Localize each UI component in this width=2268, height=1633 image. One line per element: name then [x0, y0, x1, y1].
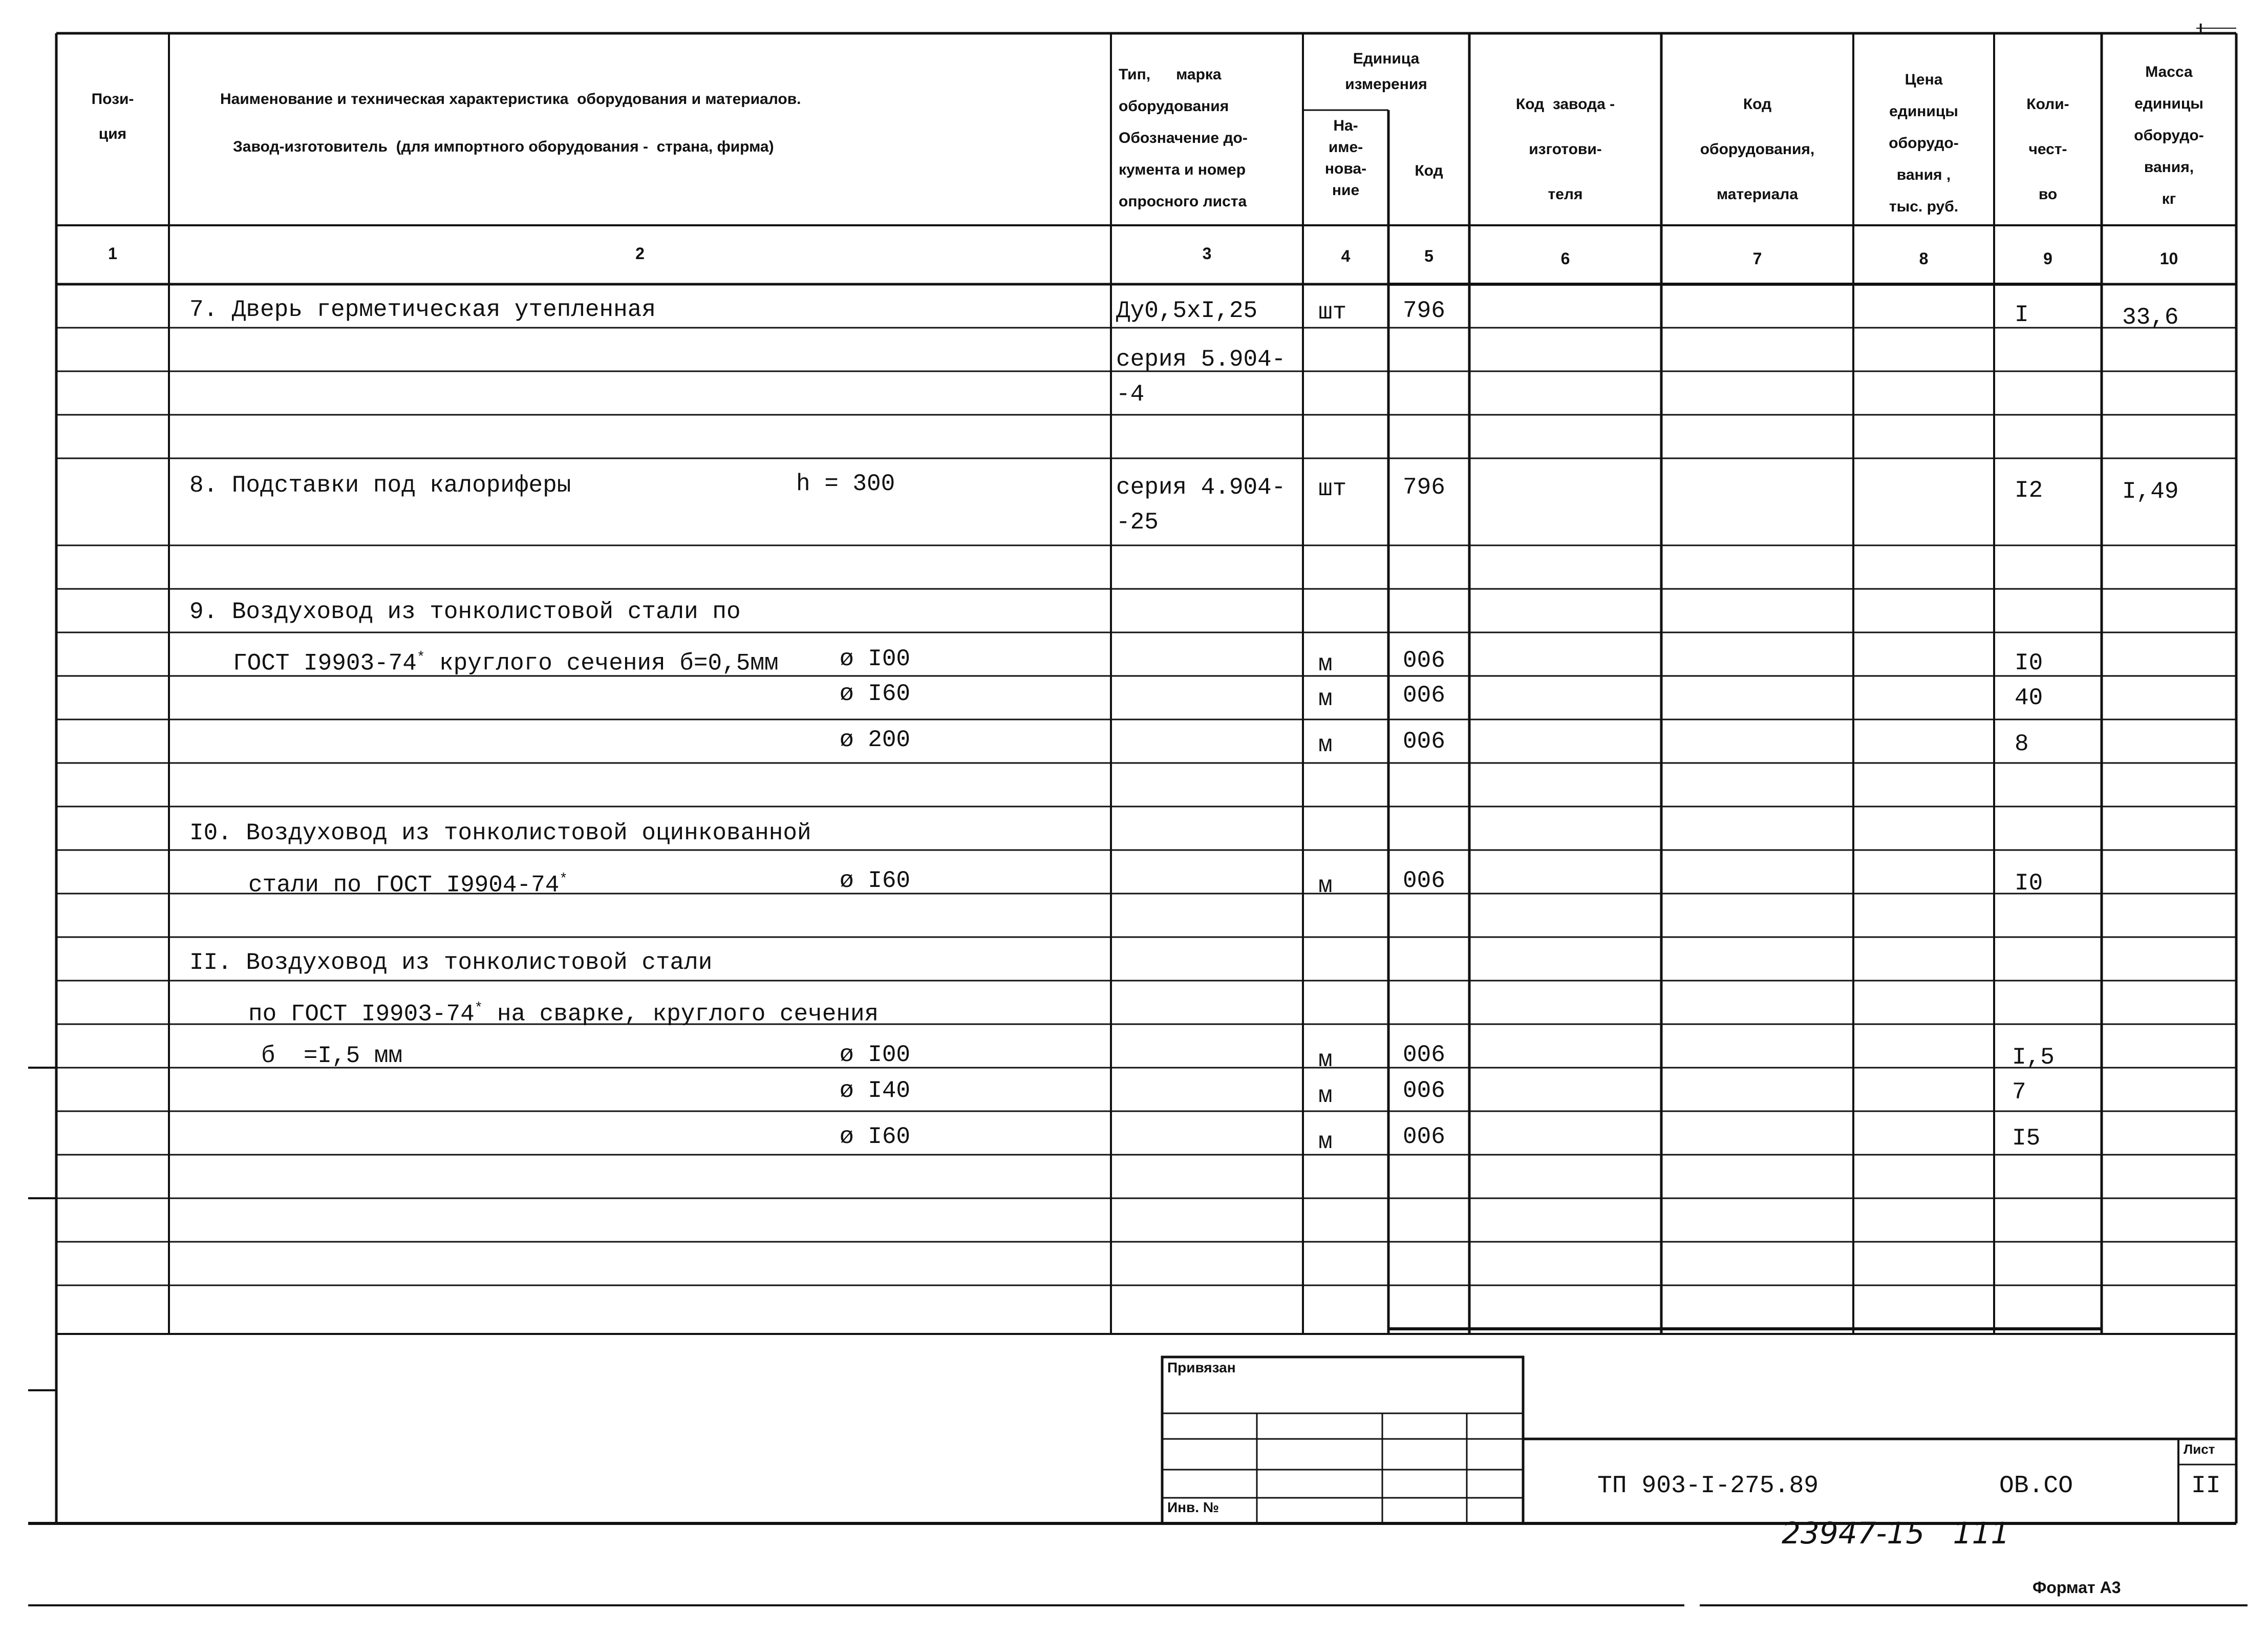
header-name-line2: Завод-изготовитель (для импортного оборудования - страна, фирма): [233, 138, 774, 155]
header-name-line1: Наименование и техническая характеристика оборудования и материалов.: [220, 91, 801, 108]
col-number-4: 4: [1341, 247, 1351, 265]
row8-code: 796: [1403, 474, 1445, 501]
row9-code-2: 006: [1403, 682, 1445, 709]
row9-quantity-2: 40: [2015, 685, 2043, 711]
stamp-inventory-number: Инв. №: [1167, 1499, 1219, 1515]
row11-diameter-1: ø I00: [840, 1042, 911, 1068]
row11-unit-3: м: [1318, 1129, 1333, 1155]
row10-unit: м: [1318, 873, 1333, 899]
col-number-5: 5: [1424, 247, 1433, 265]
header-position: Пози- ция: [91, 91, 134, 142]
row8-type-series-cont: -25: [1116, 509, 1159, 536]
row11-name-rest: на сварке, круглого сечения: [483, 1001, 879, 1028]
row11-diameter-2: ø I40: [840, 1077, 911, 1104]
row8-height: h = 300: [796, 471, 895, 497]
row8-unit: шт: [1318, 476, 1347, 502]
row11-star: *: [474, 1001, 483, 1016]
row11-code-3: 006: [1403, 1123, 1445, 1150]
col-number-10: 10: [2159, 249, 2178, 268]
row9-unit-3: м: [1318, 732, 1333, 758]
header-equipment-code: Код оборудования, материала: [1700, 96, 1815, 203]
stamp-list-number: II: [2191, 1472, 2221, 1500]
col-number-3: 3: [1202, 244, 1212, 263]
row10-code: 006: [1403, 867, 1445, 894]
header-mass: Масса единицы оборудо- вания, кг: [2134, 63, 2204, 207]
row9-quantity-3: 8: [2015, 731, 2029, 757]
header-unit-code: Код: [1415, 162, 1443, 179]
header-unit-name: На- име- нова- ние: [1324, 117, 1367, 199]
stamp-privyazan: Привязан: [1167, 1360, 1236, 1375]
format-label: Формат А3: [2032, 1578, 2121, 1597]
row11-name-line2: [248, 993, 879, 1029]
row8-name: 8. Подставки под калориферы: [189, 472, 571, 499]
row11-unit-1: м: [1318, 1047, 1333, 1073]
stamp-list-label: Лист: [2184, 1441, 2215, 1457]
row9-diameter-1: ø I00: [840, 646, 911, 672]
row10-star: *: [559, 872, 568, 887]
header-factory-code: Код завода - изготови- теля: [1515, 96, 1615, 203]
header-type: Тип, марка оборудования Обозначение до- кумента и номер опросного листа: [1119, 66, 1248, 210]
row10-quantity: I0: [2015, 870, 2043, 897]
row11-unit-2: м: [1318, 1083, 1333, 1109]
header-price: Цена единицы оборудо- вания , тыс. руб.: [1889, 71, 1959, 215]
col-number-8: 8: [1919, 249, 1929, 268]
row10-name: I0. Воздуховод из тонколистовой оцинкованной: [189, 820, 811, 846]
row8-type-series: серия 4.904-: [1116, 474, 1286, 501]
row9-quantity-1: I0: [2015, 650, 2043, 676]
header-unit-group: Единица измерения: [1345, 50, 1427, 93]
row7-code: 796: [1403, 298, 1445, 324]
row10-diameter: ø I60: [840, 867, 911, 894]
row11-quantity-1: I,5: [2012, 1044, 2055, 1071]
row10-gost: стали по ГОСТ I9904-74: [248, 872, 560, 899]
row11-name: II. Воздуховод из тонколистовой стали: [189, 949, 713, 976]
col-number-9: 9: [2043, 249, 2052, 268]
row11-thickness: б =I,5 мм: [261, 1043, 403, 1069]
row7-unit: шт: [1318, 299, 1347, 326]
row8-mass: I,49: [2122, 478, 2179, 505]
stamp-sheet-code: ОВ.СО: [1999, 1472, 2073, 1500]
header-quantity: Коли- чест- во: [2026, 96, 2069, 203]
col-number-7: 7: [1752, 249, 1762, 268]
row9-unit-1: м: [1318, 651, 1333, 677]
row9-unit-2: м: [1318, 686, 1333, 712]
row8-quantity: I2: [2015, 477, 2043, 504]
row11-quantity-2: 7: [2012, 1079, 2026, 1106]
row9-star: *: [416, 650, 425, 666]
row11-diameter-3: ø I60: [840, 1123, 911, 1150]
row10-name-line2: [248, 864, 568, 900]
row9-code-3: 006: [1403, 728, 1445, 755]
row9-name-rest: круглого сечения б=0,5мм: [425, 650, 779, 677]
row9-name-line2: [233, 643, 779, 678]
row11-gost: по ГОСТ I9903-74: [248, 1001, 475, 1028]
row9-code-1: 006: [1403, 647, 1445, 674]
row7-type: Ду0,5хI,25: [1116, 298, 1258, 324]
row7-name: 7. Дверь герметическая утепленная: [189, 296, 656, 323]
row9-name: 9. Воздуховод из тонколистовой стали по: [189, 599, 741, 625]
row11-code-2: 006: [1403, 1077, 1445, 1104]
col-number-2: 2: [635, 244, 645, 263]
col-number-6: 6: [1560, 249, 1570, 268]
corner-mark: I: [2199, 20, 2203, 36]
row9-gost: ГОСТ I9903-74: [233, 650, 417, 677]
row11-quantity-3: I5: [2012, 1125, 2041, 1152]
row7-quantity: I: [2015, 302, 2029, 328]
row7-type-series-cont: -4: [1116, 381, 1145, 408]
stamp-document-code: ТП 903-I-275.89: [1597, 1472, 1819, 1500]
row7-type-series: серия 5.904-: [1116, 346, 1286, 373]
handwritten-number: 23947-15 111: [1782, 1516, 2010, 1551]
col-number-1: 1: [108, 244, 117, 263]
row7-mass: 33,6: [2122, 304, 2179, 331]
row9-diameter-3: ø 200: [840, 727, 911, 753]
row11-code-1: 006: [1403, 1042, 1445, 1068]
row9-diameter-2: ø I60: [840, 681, 911, 707]
